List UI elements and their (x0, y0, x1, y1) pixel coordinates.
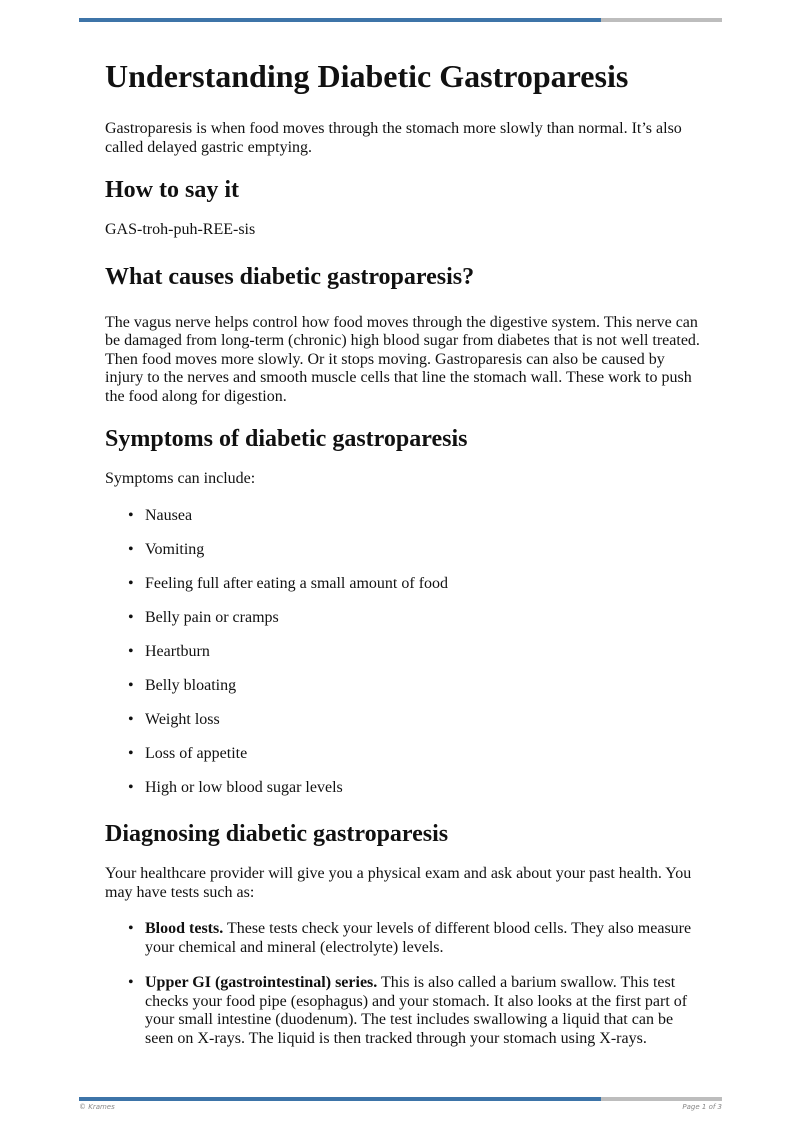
bullet-icon: • (128, 574, 134, 592)
list-item: • Heartburn (128, 642, 210, 660)
heading-diagnosing: Diagnosing diabetic gastroparesis (105, 821, 449, 847)
bullet-icon: • (128, 676, 134, 694)
list-item: • Loss of appetite (128, 744, 248, 762)
bullet-icon: • (128, 506, 134, 524)
list-item: • Belly pain or cramps (128, 608, 279, 626)
footer-rule (79, 1097, 722, 1101)
diagnosing-intro: Your healthcare provider will give you a physical exam and ask about your past health. You may have tests such as: (105, 865, 692, 901)
causes-paragraph: The vagus nerve helps control how food moves through the digestive system. This nerve can be damaged from long-term (chronic) high blood sugar from diabetes that is not well treated. Then food moves more slowly. Or it stops moving. Gastroparesis can also be caused by injury to the nerves and smooth muscle cells that line the stomach wall. These work to push the food along for digestion. (105, 313, 700, 405)
header-rule-gray (601, 18, 722, 22)
list-item: • High or low blood sugar levels (128, 778, 343, 796)
page-footer (79, 1103, 722, 1111)
list-item-term: Upper GI (gastrointestinal) series. (145, 974, 378, 991)
symptoms-intro: Symptoms can include: (105, 470, 256, 487)
footer-rule-gray (601, 1097, 722, 1101)
header-rule-accent (79, 18, 601, 22)
diagnosing-list (105, 920, 705, 1048)
list-item: • Weight loss (128, 710, 220, 728)
symptoms-list (105, 507, 705, 798)
bullet-icon: • (128, 920, 134, 937)
list-item: • Nausea (128, 506, 193, 524)
copyright-text: © Krames (79, 1103, 115, 1111)
page-number: Page 1 of 3 (682, 1103, 722, 1111)
heading-symptoms: Symptoms of diabetic gastroparesis (105, 426, 468, 452)
footer-rule-accent (79, 1097, 601, 1101)
bullet-icon: • (128, 744, 134, 762)
bullet-icon: • (128, 778, 134, 796)
page-title: Understanding Diabetic Gastroparesis (105, 58, 629, 94)
list-item: • Belly bloating (128, 676, 237, 694)
intro-paragraph: Gastroparesis is when food moves through the stomach more slowly than normal. It’s also called delayed gastric emptying. (105, 120, 682, 156)
bullet-icon: • (128, 608, 134, 626)
list-item-term: Blood tests. (145, 920, 224, 937)
pronunciation-text: GAS-troh-puh-REE-sis (105, 221, 256, 238)
document-body (105, 56, 705, 1065)
bullet-icon: • (128, 540, 134, 558)
list-item: • Upper GI (gastrointestinal) series. This is also called a barium swallow. This test checks your food pipe (esophagus) and your stomach. It also looks at the first part of your small intestine (duodenum). The test includes swallowing a liquid that can be seen on X-rays. The liquid is then tracked through your stomach using X-rays. (128, 974, 688, 1047)
header-rule (79, 18, 722, 22)
list-item: • Vomiting (128, 540, 205, 558)
list-item: • Feeling full after eating a small amount of food (128, 574, 449, 592)
bullet-icon: • (128, 642, 134, 660)
bullet-icon: • (128, 974, 134, 991)
heading-causes: What causes diabetic gastroparesis? (105, 263, 475, 290)
list-item: • Blood tests. These tests check your levels of different blood cells. They also measure your chemical and mineral (electrolyte) levels. (128, 920, 692, 956)
bullet-icon: • (128, 710, 134, 728)
heading-how-to-say: How to say it (105, 177, 239, 203)
